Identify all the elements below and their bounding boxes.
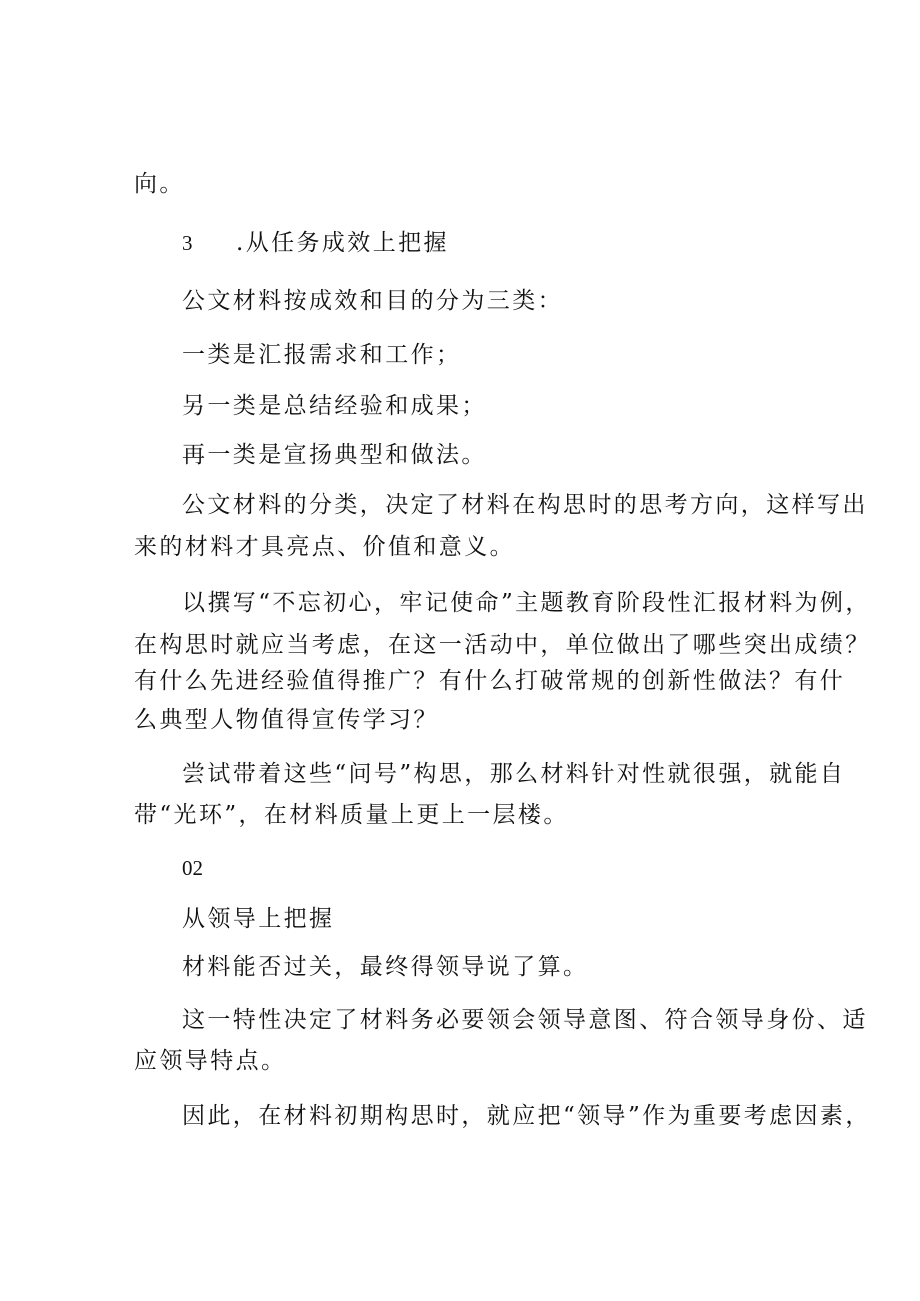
paragraph-line: 再一类是宣扬典型和做法。 (182, 442, 487, 468)
paragraph-line: 向。 (134, 171, 185, 197)
section-heading: 从领导上把握 (182, 906, 335, 932)
paragraph-line: 这一特性决定了材料务必要领会领导意图、符合领导身份、适 (182, 1007, 868, 1033)
paragraph-line: 公文材料的分类，决定了材料在构思时的思考方向，这样写出 (182, 492, 868, 518)
paragraph-line: 因此，在材料初期构思时，就应把“领导”作为重要考虑因素， (182, 1103, 871, 1129)
paragraph-line: 来的材料才具亮点、价值和意义。 (134, 534, 515, 560)
paragraph-line: 以撰写“不忘初心，牢记使命”主题教育阶段性汇报材料为例， (182, 590, 871, 616)
paragraph-line: 另一类是总结经验和成果； (182, 393, 487, 419)
paragraph-line: 有什么先进经验值得推广？有什么打破常规的创新性做法？有什 (134, 668, 846, 694)
paragraph-line: 公文材料按成效和目的分为三类： (182, 288, 563, 314)
section-number: 02 (182, 856, 203, 880)
paragraph-line: 材料能否过关，最终得领导说了算。 (182, 954, 589, 980)
paragraph-line: 应领导特点。 (134, 1048, 287, 1074)
paragraph-line: 带“光环”，在材料质量上更上一层楼。 (134, 802, 569, 828)
paragraph-line: 在构思时就应当考虑，在这一活动中，单位做出了哪些突出成绩？ (134, 632, 871, 658)
section-heading: .从任务成效上把握 (236, 230, 449, 256)
paragraph-line: 么典型人物值得宣传学习？ (134, 707, 439, 733)
paragraph-line: 尝试带着这些“问号”构思，那么材料针对性就很强，就能自 (182, 761, 846, 787)
paragraph-line: 一类是汇报需求和工作； (182, 342, 462, 368)
section-number: 3 (182, 231, 193, 255)
